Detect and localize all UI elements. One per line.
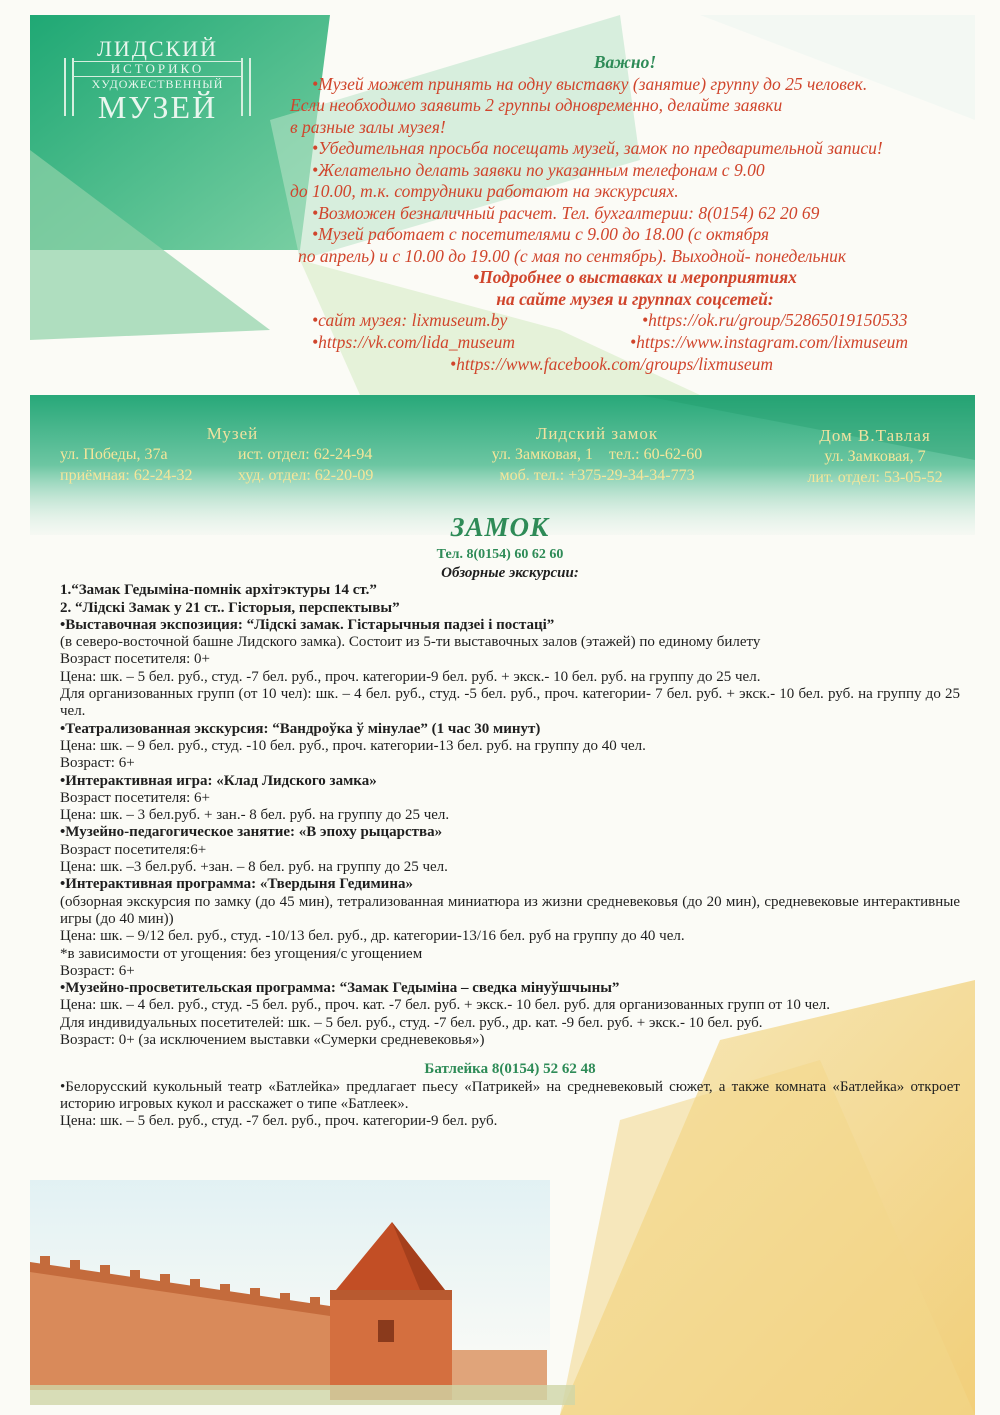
museum-hist: ист. отдел: 62-24-94 [238, 446, 373, 463]
zamok-line: Цена: шк. – 5 бел. руб., студ. -7 бел. руб., проч. категории-9 бел. руб. + экск.- 10 бел. руб. на группу до 25 чел. [60, 668, 761, 685]
zamok-line: (в северо-восточной башне Лидского замка). Состоит из 5-ти выставочных залов (этажей) по единому билету [60, 634, 761, 651]
tavlay-title: Дом В.Тавлая [819, 426, 931, 445]
zamok-line: Возраст посетителя:6+ [60, 841, 207, 858]
zamok-line: Возраст посетителя: 6+ [60, 789, 211, 806]
zamok-line: •Интерактивная игра: «Клад Лидского замка» [60, 772, 377, 789]
notice-line: в разные залы музея! [290, 116, 446, 137]
important-title: Важно! [593, 52, 657, 72]
link-facebook[interactable]: •https://www.facebook.com/groups/lixmuseum [450, 354, 774, 374]
link-vk[interactable]: •https://vk.com/lida_museum [312, 332, 515, 352]
zamok-content [60, 565, 960, 1131]
zamok-line: •Выставочная экспозиция: “Лідскі замак. Гістарычныя падзеі і постаці” [60, 616, 555, 633]
castle-title: Лидский замок [535, 424, 659, 443]
zamok-lines [60, 582, 960, 1049]
notice-line: Если необходимо заявить 2 группы одновременно, делайте заявки [290, 95, 783, 115]
link-ok[interactable]: •https://ok.ru/group/52865019150533 [642, 310, 908, 330]
column-right-icon [241, 58, 251, 116]
notice-line: •Желательно делать заявки по указанным телефонам с 9.00 [312, 159, 765, 180]
overview-title: Обзорные экскурсии: [441, 565, 579, 581]
museum-logo [60, 38, 255, 130]
zamok-line: 2. “Лідскі Замак у 21 ст.. Гісторыя, перспектывы” [60, 599, 400, 616]
more-info-line-2: на сайте музея и группах соцсетей: [496, 288, 774, 309]
notice-line: •Возможен безналичный расчет. Тел. бухгалтерии: 8(0154) 62 20 69 [312, 202, 820, 223]
zamok-line: Возраст: 0+ (за исключением выставки «Сумерки средневековья») [60, 1032, 485, 1049]
notice-line: •Музей может принять на одну выставку (занятие) группу до 25 человек. [312, 73, 868, 94]
important-notice [290, 52, 980, 376]
zamok-tel: Тел. 8(0154) 60 62 60 [436, 547, 564, 562]
zamok-line: Возраст посетителя: 0+ [60, 651, 211, 668]
contacts-band [0, 420, 1000, 500]
contact-museum [60, 423, 405, 486]
contact-tavlay [785, 425, 965, 488]
batleyka-price: Цена: шк. – 5 бел. руб., студ. -7 бел. руб., проч. категории-9 бел. руб. [60, 1113, 498, 1130]
museum-title: Музей [206, 424, 259, 443]
more-info-line-1: •Подробнее о выставках и мероприятиях [473, 267, 797, 287]
museum-reception: приёмная: 62-24-32 [60, 467, 193, 484]
zamok-line: Для индивидуальных посетителей: шк. – 5 бел. руб., студ. -7 бел. руб., др. кат. -9 бел. руб. + экск.- 10 бел. руб. [60, 1014, 763, 1031]
zamok-line: Для организованных групп (от 10 чел): шк. – 4 бел. руб., студ. -5 бел. руб., проч. категории- 7 бел. руб. + экск.- 10 бел. руб. на группу до 25 чел. [60, 686, 960, 720]
zamok-line: Цена: шк. –3 бел.руб. +зан. – 8 бел. руб. на группу до 25 чел. [60, 859, 448, 876]
notice-line: •Убедительная просьба посещать музей, замок по предварительной записи! [312, 138, 883, 158]
social-links [290, 310, 980, 376]
column-left-icon [64, 58, 74, 116]
zamok-line: (обзорная экскурсия по замку (до 45 мин), тетрализованная миниатюра из жизни средневековья (до 20 мин), средневековые интерактивные игры (до 40 мин)) [60, 893, 960, 927]
notice-line: по апрель) и с 10.00 до 19.00 (с мая по сентябрь). Выходной- понедельник [298, 245, 847, 266]
zamok-line: •Интерактивная программа: «Твердыня Гедимина» [60, 876, 413, 893]
batleyka-text: •Белорусский кукольный театр «Батлейка» предлагает пьесу «Патрикей» на средневековый сюжет, а также комната «Батлейка» откроет историю игровых кукол и расскажет о типе «Батлеек». [60, 1078, 960, 1112]
link-site[interactable]: •сайт музея: lixmuseum.by [312, 310, 508, 330]
zamok-line: Цена: шк. – 3 бел.руб. + зан.- 8 бел. руб. на группу до 25 чел. [60, 807, 450, 824]
castle-tel: тел.: 60-62-60 [609, 446, 703, 463]
batleyka-title: Батлейка 8(0154) 52 62 48 [424, 1061, 596, 1078]
notice-line: до 10.00, т.к. сотрудники работают на экскурсиях. [290, 181, 679, 201]
museum-art: худ. отдел: 62-20-09 [238, 467, 374, 484]
zamok-line: *в зависимости от угощения: без угощения/с угощением [60, 945, 423, 962]
logo-line-1: ЛИДСКИЙ [97, 36, 218, 61]
logo-line-4: МУЗЕЙ [97, 89, 218, 125]
link-instagram[interactable]: •https://www.instagram.com/lixmuseum [630, 332, 909, 352]
tavlay-lit: лит. отдел: 53-05-52 [807, 469, 943, 486]
zamok-line: 1.“Замак Гедыміна-помнік архітэктуры 14 ст.” [60, 582, 377, 599]
tavlay-address: ул. Замковая, 7 [824, 448, 926, 465]
zamok-line: Цена: шк. – 9 бел. руб., студ. -10 бел. руб., проч. категории-13 бел. руб. на группу до 40 чел. [60, 737, 646, 754]
logo-line-2: ИСТОРИКО [74, 61, 241, 77]
castle-address: ул. Замковая, 1 [491, 446, 594, 463]
zamok-line: Цена: шк. – 4 бел. руб., студ. -5 бел. руб., проч. кат. -7 бел. руб. + экск.- 10 бел. руб. для организованных групп от 10 чел. [60, 997, 831, 1014]
zamok-line: •Музейно-педагогическое занятие: «В эпоху рыцарства» [60, 824, 443, 841]
contact-castle [452, 423, 742, 486]
logo-line-3: ХУДОЖЕСТВЕННЫЙ [91, 77, 224, 91]
zamok-line: Возраст: 6+ [60, 962, 135, 979]
zamok-line: Возраст: 6+ [60, 755, 135, 772]
zamok-line: Цена: шк. – 9/12 бел. руб., студ. -10/13 бел. руб., др. категории-13/16 бел. руб на группу до 40 чел. [60, 928, 685, 945]
castle-mobile: моб. тел.: +375-29-34-34-773 [499, 467, 695, 484]
museum-address: ул. Победы, 37а [60, 446, 168, 463]
zamok-line: •Музейно-просветительская программа: “Замак Гедыміна – сведка мінуўшчыны” [60, 980, 620, 997]
zamok-title: ЗАМОК [450, 512, 550, 542]
notice-line: •Музей работает с посетителями с 9.00 до 18.00 (с октября [312, 224, 770, 244]
zamok-line: •Театрализованная экскурсия: “Вандроўка ў мінулае” (1 час 30 минут) [60, 720, 541, 737]
